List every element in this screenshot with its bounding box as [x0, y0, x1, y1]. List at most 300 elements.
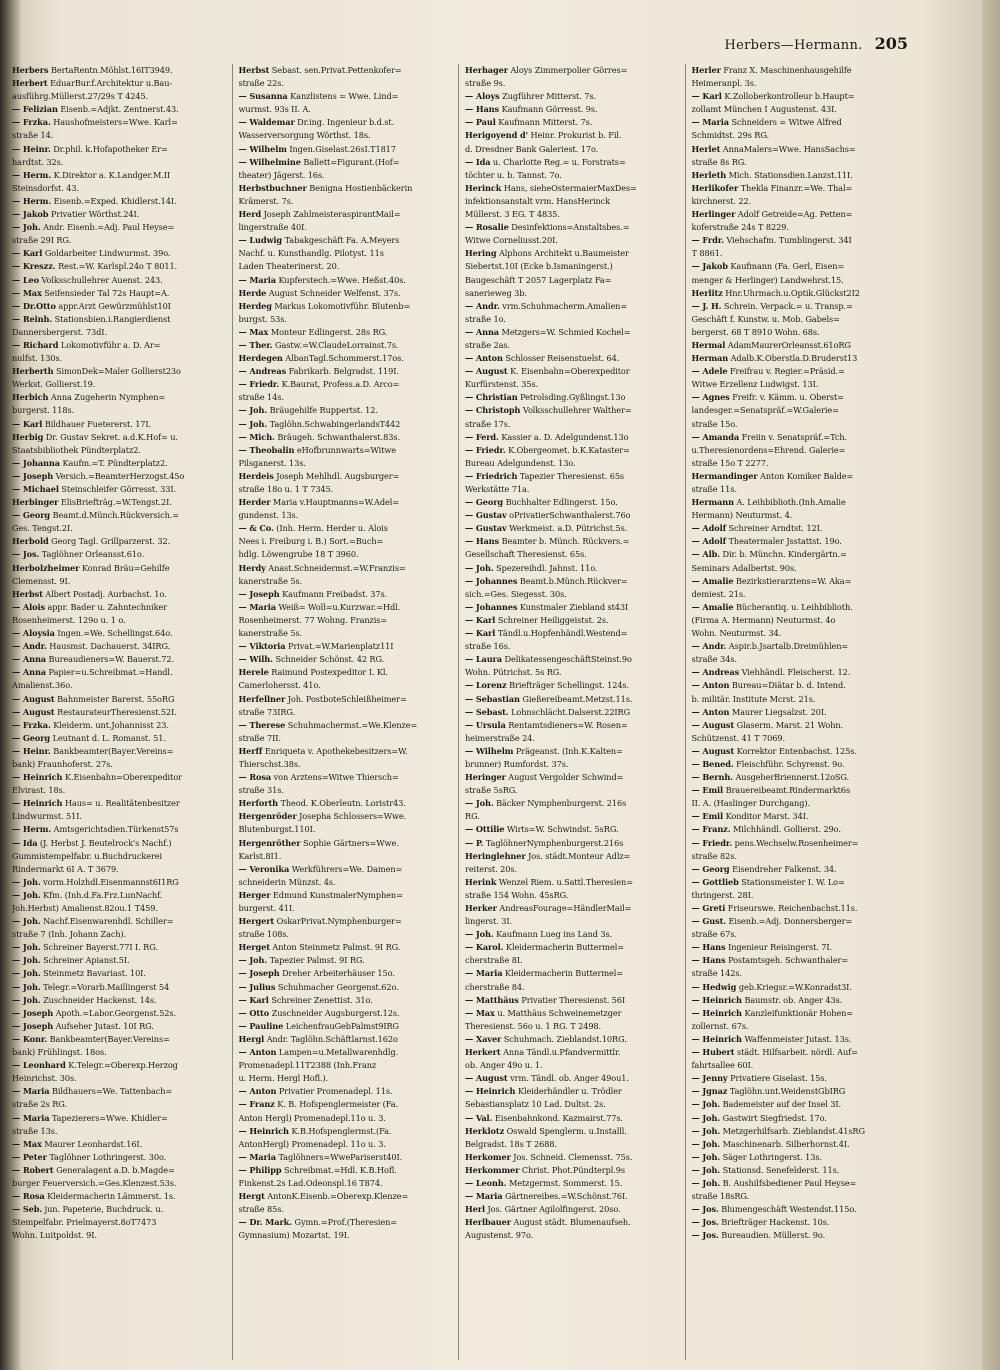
directory-entry — [465, 182, 680, 195]
entry-name: Hergt — [238, 1191, 265, 1202]
entry-text: Bureau Adelgundenst. 13o. — [465, 457, 576, 468]
directory-entry — [12, 391, 227, 404]
entry-text: koferstraße 24s T 8229. — [691, 222, 789, 233]
directory-entry — [239, 129, 454, 142]
entry-text: Kleiderm. unt.Johannisst 23. — [53, 719, 169, 730]
directory-entry — [465, 837, 680, 850]
entry-text: Blutenburgst.110I. — [238, 824, 316, 835]
directory-entry — [692, 693, 908, 706]
entry-text: Leutnant d. L. Romanst. 51. — [52, 732, 166, 743]
directory-entry — [12, 693, 227, 706]
entry-text: Rindermarkt 6I A. T 3679. — [12, 863, 119, 874]
entry-name: — Kreszz. — [12, 261, 56, 272]
entry-text: Eisenb.=Adj. Donnersberger= — [728, 916, 853, 927]
entry-text: vrm.Schuhmacherm.Amalien= — [502, 300, 628, 311]
entry-text: Dreher Arbeiterhäuser 15o. — [282, 968, 395, 979]
directory-entry — [465, 483, 680, 496]
entry-text: Petrolsding.Gyßlingst.13o — [520, 392, 626, 403]
entry-text: Taglöhner Lothringerst. 30o. — [49, 1151, 167, 1162]
entry-name: — August — [12, 693, 55, 704]
directory-entry — [12, 143, 227, 156]
entry-name: Herget — [238, 942, 270, 953]
directory-entry — [692, 1020, 908, 1033]
directory-entry — [12, 77, 227, 90]
entry-name: — Hans — [465, 104, 500, 115]
directory-entry — [239, 64, 454, 77]
entry-name: Hergl — [238, 1033, 265, 1044]
entry-text: K. Eisenbahn=Oberexpeditor — [510, 366, 630, 377]
entry-text: Viehschafm. Tumblingerst. 34I — [726, 235, 852, 246]
entry-name: — Andreas — [691, 667, 740, 678]
entry-text: demiest. 21s. — [691, 588, 746, 599]
entry-name: — Max — [238, 326, 269, 337]
directory-entry — [239, 863, 454, 876]
entry-text: Staatsbibliothek Pündterplatz2. — [12, 444, 141, 455]
entry-text: Taglöhners=WwePariserst40I. — [278, 1151, 403, 1162]
directory-entry — [12, 431, 227, 444]
directory-entry — [692, 1216, 908, 1229]
entry-text: Joseph ZahlmeisteraspirantMail= — [263, 209, 401, 220]
entry-text: Privatier Wörthst.24I. — [50, 209, 140, 220]
directory-entry — [12, 679, 227, 692]
directory-entry — [692, 470, 908, 483]
entry-text: straße 18o u. 1 T 7345. — [238, 484, 334, 494]
entry-name: — Georg — [12, 732, 51, 743]
entry-text: Gymn.=Prof.(Theresien= — [294, 1217, 398, 1228]
directory-entry — [12, 378, 227, 391]
entry-text: Witwe Corneliusst.20I. — [465, 235, 558, 246]
entry-name: — Bernh. — [691, 772, 733, 783]
directory-entry — [12, 234, 227, 247]
entry-text: straße 15o T 2277. — [691, 457, 769, 468]
directory-entry — [239, 1151, 454, 1164]
entry-text: Briefträger Schellingst. 124s. — [509, 680, 630, 691]
entry-text: Gesellschaft Theresienst. 65s. — [465, 549, 587, 560]
entry-text: Theresienst. 56o u. 1 RG. T 2498. — [465, 1020, 602, 1031]
directory-entry — [692, 889, 908, 902]
entry-text: Kaufmann (Fa. Gerl, Eisen= — [730, 261, 845, 272]
directory-entry — [465, 876, 680, 889]
entry-name: Herlikofer — [691, 182, 739, 193]
entry-text: Gymnasium) Mozartst. 19I. — [238, 1230, 350, 1241]
directory-entry — [12, 719, 227, 732]
entry-text: Gummistempelfabr. u.Buchdruckerei — [12, 850, 163, 861]
entry-text: Sebastiansplatz 10 Lad. Dultst. 2s. — [465, 1099, 606, 1110]
entry-name: — Amalie — [691, 575, 734, 586]
entry-text: Zuschneider Hackenst. 14s. — [43, 994, 157, 1005]
directory-entry — [12, 274, 227, 287]
entry-name: — Anton — [691, 680, 730, 691]
entry-text: Stationsmeister I. W. Lo= — [741, 876, 845, 887]
directory-entry — [239, 391, 454, 404]
entry-text: straße 108s. — [238, 929, 289, 940]
entry-name: — August — [12, 706, 55, 717]
entry-name: — Therese — [238, 719, 286, 730]
directory-entry — [12, 1164, 227, 1177]
directory-entry — [239, 1229, 454, 1242]
directory-entry — [12, 863, 227, 876]
directory-entry — [692, 103, 908, 116]
entry-name: — Heinrich — [465, 1086, 516, 1097]
entry-name: — Joh. — [12, 916, 41, 927]
directory-entry — [692, 1190, 908, 1203]
entry-text: thringerst. 28I. — [691, 889, 754, 900]
entry-name: Herlitz — [691, 287, 723, 298]
directory-entry — [239, 784, 454, 797]
entry-text: AnnaMalers=Wwe. HansSachs= — [722, 143, 856, 154]
directory-entry — [465, 588, 680, 601]
directory-entry — [12, 850, 227, 863]
directory-entry — [12, 260, 227, 273]
directory-entry — [12, 326, 227, 339]
entry-text: cherstraße 8I. — [465, 955, 523, 966]
entry-text: Heinrichst. 30s. — [12, 1073, 77, 1084]
directory-entry — [692, 1203, 908, 1216]
directory-entry — [692, 758, 908, 771]
entry-text: K.Direktor a. K.Landger.M.II — [53, 169, 170, 180]
entry-text: Kaufmann Freibadst. 37s. — [282, 588, 388, 599]
entry-text: Andr. Eisenb.=Adj. Paul Heyse= — [43, 222, 175, 233]
directory-entry — [239, 889, 454, 902]
directory-entry — [692, 169, 908, 182]
entry-name: — August — [691, 719, 735, 730]
directory-entry — [465, 745, 680, 758]
entry-text: K.Eisenbahn=Oberexpeditor — [64, 772, 182, 783]
directory-entry — [465, 719, 680, 732]
directory-entry — [465, 784, 680, 797]
entry-text: Lindwurmst. 51I. — [12, 811, 82, 822]
entry-text: RG. — [465, 811, 480, 822]
directory-entry — [465, 575, 680, 588]
directory-entry — [465, 509, 680, 522]
directory-entry — [465, 941, 680, 954]
entry-text: straße 142s. — [691, 968, 742, 979]
directory-entry — [12, 928, 227, 941]
entry-text: Jos. Gärtner Agilolfingerst. 20so. — [487, 1204, 621, 1215]
directory-entry — [239, 116, 454, 129]
entry-text: Geschäft f. Kunstw. u. Mob. Gabels= — [691, 313, 840, 324]
entry-name: — Heinrich — [691, 994, 742, 1005]
directory-entry — [239, 1138, 454, 1151]
entry-text: Dr.phil. k.Hofapotheker Er= — [53, 143, 168, 154]
directory-entry — [239, 666, 454, 679]
directory-entry — [12, 810, 227, 823]
directory-entry — [465, 1112, 680, 1125]
entry-name: — Joh. — [691, 1138, 721, 1149]
entry-text: Bankbeamter(Bayer.Vereins= — [53, 745, 174, 756]
entry-text: Wirts=W. Schwindst. 5sRG. — [506, 824, 619, 835]
entry-name: — Joh. — [12, 994, 41, 1005]
entry-text: Stationsd. Senefelderst. 11s. — [722, 1164, 840, 1175]
column-4 — [686, 64, 913, 1360]
entry-text: Siebertst.10I (Ecke b.Ismaningerst.) — [465, 261, 613, 272]
directory-entry — [239, 470, 454, 483]
entry-text: TaglöhnerNymphenburgerst.216s — [485, 837, 624, 848]
entry-name: Herbich — [12, 392, 49, 403]
entry-text: Maurer Liegsalzst. 20I. — [731, 706, 827, 717]
directory-entry — [239, 745, 454, 758]
entry-name: — Karl — [465, 614, 496, 625]
entry-text: Beamt.d.Münch.Rückversich.= — [52, 510, 180, 521]
directory-entry — [692, 143, 908, 156]
entry-text: Promenadepl.11T2388 (Inh.Franz — [238, 1060, 377, 1071]
entry-text: sanerieweg 3b. — [465, 287, 527, 298]
entry-name: Herlet — [691, 143, 721, 154]
directory-entry — [12, 758, 227, 771]
directory-entry — [692, 365, 908, 378]
entry-text: Wohn. Luitpoldst. 9I. — [12, 1230, 97, 1241]
directory-entry — [239, 457, 454, 470]
directory-entry — [12, 575, 227, 588]
entry-text: lingerst. 3I. — [465, 916, 512, 927]
directory-entry — [692, 1229, 908, 1242]
entry-text: Benigna Hostienbäckerin — [309, 182, 413, 193]
directory-entry — [239, 143, 454, 156]
entry-name: — Aloys — [465, 91, 500, 102]
directory-entry — [692, 64, 908, 77]
directory-entry — [12, 889, 227, 902]
directory-entry — [12, 823, 227, 836]
directory-entry — [239, 1098, 454, 1111]
entry-text: burgst. 53s. — [238, 313, 287, 324]
directory-entry — [465, 64, 680, 77]
directory-entry — [692, 1151, 908, 1164]
entry-name: — Jos. — [691, 1230, 719, 1241]
directory-entry — [692, 863, 908, 876]
entry-name: — Anton — [238, 1047, 277, 1058]
directory-entry — [465, 418, 680, 431]
entry-text: Tändl.u.Hopfenhändl.Westend= — [497, 628, 628, 639]
directory-entry — [692, 509, 908, 522]
entry-text: OskarPrivat.Nymphenburger= — [276, 916, 402, 927]
directory-entry — [239, 483, 454, 496]
entry-text: appr.Arzt Gewürzmühlst10I — [58, 300, 171, 311]
directory-entry — [465, 1125, 680, 1138]
entry-text: Säger Lothringerst. 13s. — [722, 1151, 822, 1162]
directory-entry — [12, 129, 227, 142]
directory-entry — [692, 719, 908, 732]
directory-entry — [692, 823, 908, 836]
directory-entry — [692, 1059, 908, 1072]
directory-entry — [465, 732, 680, 745]
entry-name: Herlinger — [691, 209, 736, 220]
entry-text: Dannersbergerst. 73dI. — [12, 326, 107, 337]
directory-entry — [465, 1151, 680, 1164]
entry-text: Werkmeist. a.D. Pütrichst.5s. — [509, 523, 628, 534]
page-number: 205 — [874, 34, 908, 53]
directory-entry — [12, 562, 227, 575]
directory-entry — [12, 300, 227, 313]
directory-entry — [239, 562, 454, 575]
entry-text: theater) Jägerst. 16s. — [238, 169, 325, 180]
entry-text: Privatier Promenadepl. 11s. — [278, 1086, 393, 1097]
entry-name: — Alb. — [691, 549, 720, 560]
entry-name: Hermann — [691, 497, 734, 508]
entry-name: — Heinr. — [12, 143, 51, 154]
entry-text: Werkführers=We. Damen= — [291, 863, 403, 874]
entry-name: Hergenröder — [238, 811, 297, 822]
entry-text: Christ. Phot.Pündterpl.9s — [521, 1164, 625, 1175]
entry-text: bergerst. 68 T 8910 Wohn. 68s. — [691, 326, 820, 337]
entry-name: — Joh. — [12, 942, 41, 953]
entry-text: Heinr. Prokurist b. Fil. — [530, 130, 622, 141]
directory-entry — [692, 247, 908, 260]
entry-name: — Adolf — [691, 523, 727, 534]
entry-text: straße 9s. — [465, 78, 506, 89]
directory-entry — [239, 627, 454, 640]
entry-text: heimerstraße 24. — [465, 732, 535, 743]
directory-entry — [692, 1164, 908, 1177]
entry-text: städt. Hilfsarbeit. nördl. Auf= — [736, 1047, 858, 1058]
directory-entry — [692, 1125, 908, 1138]
entry-text: straße 2s RG. — [12, 1099, 67, 1110]
entry-text: Glaserm. Marst. 21 Wohn. — [736, 719, 844, 730]
directory-entry — [465, 1098, 680, 1111]
directory-entry — [692, 548, 908, 561]
directory-entry — [239, 1007, 454, 1020]
entry-name: — Theobalin — [238, 444, 295, 455]
entry-name: — Ursula — [465, 719, 506, 730]
entry-name: Herde — [238, 287, 267, 298]
entry-name: Herker — [465, 903, 497, 913]
directory-entry — [12, 797, 227, 810]
entry-name: — Friedrich — [465, 470, 518, 481]
directory-entry — [239, 234, 454, 247]
directory-entry — [465, 431, 680, 444]
entry-name: — Friedr. — [465, 444, 506, 455]
entry-text: Heimeranpl. 3s. — [691, 78, 757, 89]
entry-name: Herd — [238, 209, 262, 220]
directory-entry — [692, 1098, 908, 1111]
entry-name: — Joseph — [238, 588, 280, 599]
entry-name: Herele — [238, 667, 269, 678]
entry-name: Herforth — [238, 798, 278, 809]
entry-name: — Leo — [12, 274, 39, 285]
directory-entry — [239, 967, 454, 980]
directory-entry — [692, 156, 908, 169]
entry-name: — Gustav — [465, 523, 507, 534]
entry-text: pens.Wechselw.Rosenheimer= — [734, 837, 859, 848]
entry-text: Sophie Gärtners=Wwe. — [303, 837, 399, 848]
directory-entry — [12, 444, 227, 457]
directory-entry — [465, 365, 680, 378]
directory-entry — [692, 876, 908, 889]
entry-text: Maria v.Hauptmanns=W.Adel= — [272, 497, 399, 508]
entry-text: Rentamtsdieners=W. Rosen= — [508, 719, 628, 730]
directory-entry — [239, 1190, 454, 1203]
directory-entry — [12, 1138, 227, 1151]
entry-text: schneiderin Münzst. 4s. — [238, 876, 336, 887]
directory-entry — [692, 326, 908, 339]
entry-name: — Max — [12, 287, 42, 298]
entry-text: K.Telegr.=Oberexp.Herzog — [68, 1060, 178, 1071]
directory-entry — [239, 902, 454, 915]
directory-entry — [239, 1072, 454, 1085]
directory-entry — [465, 1203, 680, 1216]
directory-entry — [239, 575, 454, 588]
entry-text: nulfst. 130s. — [12, 353, 63, 364]
directory-entry — [12, 876, 227, 889]
directory-entry — [12, 994, 227, 1007]
entry-text: Elvirast. 18s. — [12, 785, 66, 796]
directory-entry — [465, 470, 680, 483]
directory-entry — [465, 352, 680, 365]
directory-entry — [692, 221, 908, 234]
entry-text: Bureaudieners=W. Bauerst.72. — [48, 654, 174, 665]
entry-text: Adolf Getreide=Ag. Petten= — [737, 209, 853, 220]
directory-entry — [692, 116, 908, 129]
directory-entry — [692, 928, 908, 941]
directory-entry — [692, 588, 908, 601]
entry-text: LeichenfrauGebPalmst9IRG — [285, 1020, 399, 1031]
entry-name: — Rosa — [12, 1191, 45, 1202]
directory-entry — [239, 981, 454, 994]
entry-name: — Anton — [238, 1086, 277, 1097]
entry-name: Herkert — [465, 1047, 501, 1058]
entry-name: Hergenröther — [238, 837, 301, 848]
directory-entry — [692, 535, 908, 548]
entry-name: — Hans — [691, 955, 726, 966]
entry-name: — Wilhelmine — [238, 156, 301, 167]
directory-entry — [465, 274, 680, 287]
entry-text: Prägeanst. (Inh.K.Kalten= — [515, 745, 623, 756]
entry-text: Amtsgerichtsdien.Türkenst57s — [53, 824, 179, 835]
directory-entry — [692, 837, 908, 850]
entry-text: Schreibmat.=Hdl. K.B.Hofl. — [284, 1164, 397, 1175]
entry-name: Herklotz — [465, 1125, 505, 1136]
directory-entry — [12, 967, 227, 980]
entry-text: Bäcker Nymphenburgerst. 216s — [496, 798, 627, 809]
entry-text: EduarBur.f.Architektur u.Bau- — [50, 78, 173, 89]
entry-text: infektionsanstalt vrm. HansHerinck — [465, 195, 611, 206]
directory-entry — [692, 182, 908, 195]
directory-entry — [465, 1020, 680, 1033]
directory-entry — [692, 339, 908, 352]
entry-text: Karlst.8I1. — [238, 850, 282, 861]
directory-entry — [12, 902, 227, 915]
directory-entry — [239, 614, 454, 627]
entry-text: Zuschneider Augsburgerst.12s. — [271, 1007, 400, 1018]
entry-text: von Arztens=Witwe Thiersch= — [273, 772, 399, 783]
directory-entry — [12, 1072, 227, 1085]
directory-entry — [692, 614, 908, 627]
entry-text: Schrein. Verpack.= u. Transp.= — [723, 300, 853, 311]
entry-text: Hnr.Uhrmach.u.Optik.Glückst2I2 — [725, 287, 860, 298]
directory-entry — [692, 627, 908, 640]
entry-name: — Sebast. — [465, 706, 509, 717]
entry-text: Lohnschlächt.Dalserst.22IRG — [511, 706, 631, 717]
entry-text: Schmidtst. 29s RG. — [691, 130, 770, 141]
entry-text: Beamter b. Münch. Rückvers.= — [501, 536, 630, 547]
directory-entry — [692, 444, 908, 457]
entry-name: Herdeis — [238, 470, 274, 481]
entry-name: — Richard — [12, 339, 59, 350]
directory-entry — [239, 103, 454, 116]
entry-text: K. B. Hofspenglermeister (Fa. — [277, 1099, 399, 1110]
entry-name: — Karl — [691, 91, 722, 102]
directory-entry — [465, 1085, 680, 1098]
entry-name: — Veronika — [238, 863, 290, 874]
directory-entry — [465, 444, 680, 457]
entry-text: Weiß= Woll=u.Kurzwar.=Hdl. — [278, 601, 401, 612]
entry-name: — Joh. — [691, 1125, 721, 1136]
directory-entry — [692, 391, 908, 404]
entry-text: K.Obergeomet. b.K.Kataster= — [508, 444, 630, 455]
entry-text: August Schneider Welfenst. 37s. — [268, 287, 401, 298]
entry-text: Freifrau v. Regier.=Präsid.= — [729, 366, 845, 377]
directory-entry — [465, 1059, 680, 1072]
entry-text: geb.Kriegsr.=W.Konradst3I. — [738, 981, 852, 992]
